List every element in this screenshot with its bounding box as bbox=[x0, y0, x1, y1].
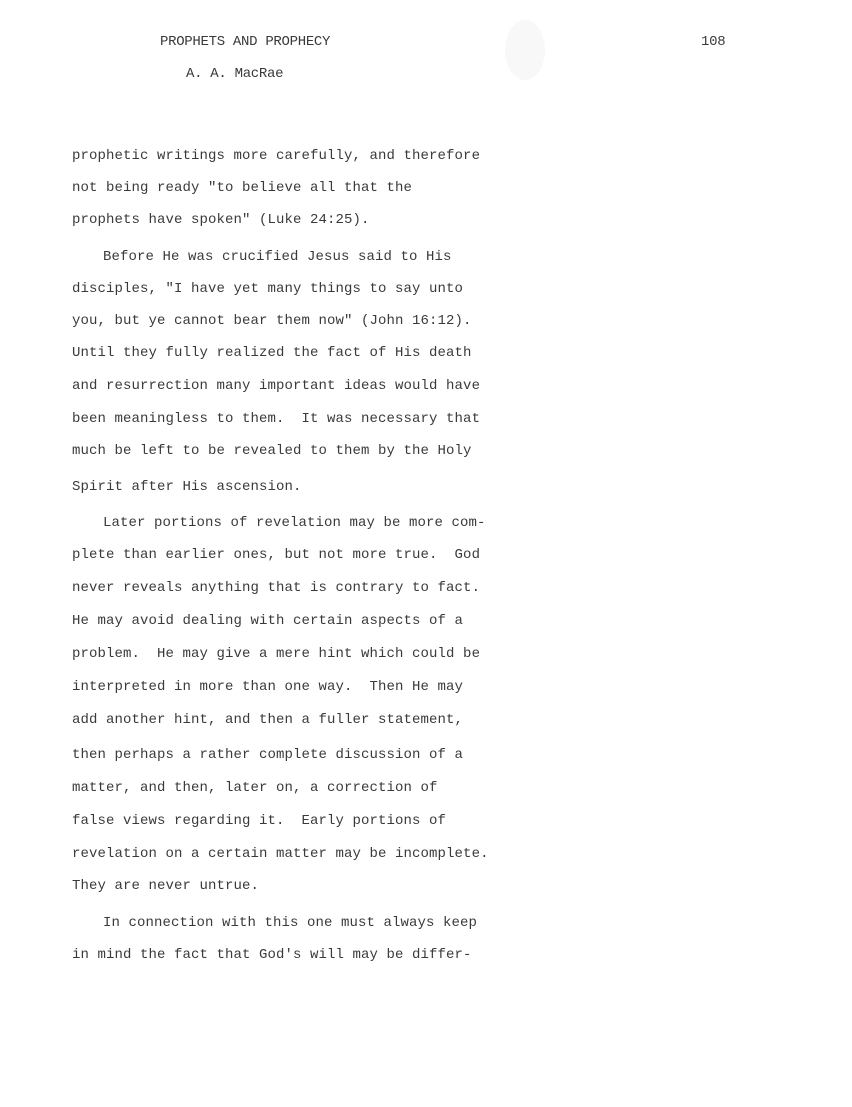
text-line: Spirit after His ascension. bbox=[72, 479, 302, 495]
text-line: revelation on a certain matter may be incomplete. bbox=[72, 846, 489, 862]
text-line: Until they fully realized the fact of His death bbox=[72, 345, 472, 361]
text-line: Before He was crucified Jesus said to His bbox=[103, 249, 452, 265]
text-line: false views regarding it. Early portions of bbox=[72, 813, 447, 829]
text-line: He may avoid dealing with certain aspects of a bbox=[72, 613, 464, 629]
text-line: and resurrection many important ideas would have bbox=[72, 378, 481, 394]
text-line: much be left to be revealed to them by the Holy bbox=[72, 443, 472, 459]
text-line: problem. He may give a mere hint which could be bbox=[72, 646, 481, 662]
text-line: been meaningless to them. It was necessary that bbox=[72, 411, 481, 427]
text-line: add another hint, and then a fuller statement, bbox=[72, 712, 464, 728]
text-line: matter, and then, later on, a correction of bbox=[72, 780, 438, 796]
text-line: plete than earlier ones, but not more true. God bbox=[72, 547, 481, 563]
text-line: interpreted in more than one way. Then He may bbox=[72, 679, 464, 695]
text-line: In connection with this one must always keep bbox=[103, 915, 478, 931]
text-line: in mind the fact that God's will may be differ- bbox=[72, 947, 472, 963]
text-line: you, but ye cannot bear them now" (John 16:12). bbox=[72, 313, 472, 329]
text-line: Later portions of revelation may be more com- bbox=[103, 515, 486, 531]
page-number: 108 bbox=[701, 34, 726, 50]
text-line: They are never untrue. bbox=[72, 878, 260, 894]
text-line: prophetic writings more carefully, and therefore bbox=[72, 148, 481, 164]
text-line: prophets have spoken" (Luke 24:25). bbox=[72, 212, 370, 228]
text-line: disciples, "I have yet many things to say unto bbox=[72, 281, 464, 297]
text-line: never reveals anything that is contrary to fact. bbox=[72, 580, 481, 596]
scan-artifact bbox=[505, 20, 545, 80]
text-line: then perhaps a rather complete discussion of a bbox=[72, 747, 464, 763]
author-line: A. A. MacRae bbox=[186, 66, 284, 82]
running-title: PROPHETS AND PROPHECY bbox=[160, 34, 331, 50]
text-line: not being ready "to believe all that the bbox=[72, 180, 413, 196]
